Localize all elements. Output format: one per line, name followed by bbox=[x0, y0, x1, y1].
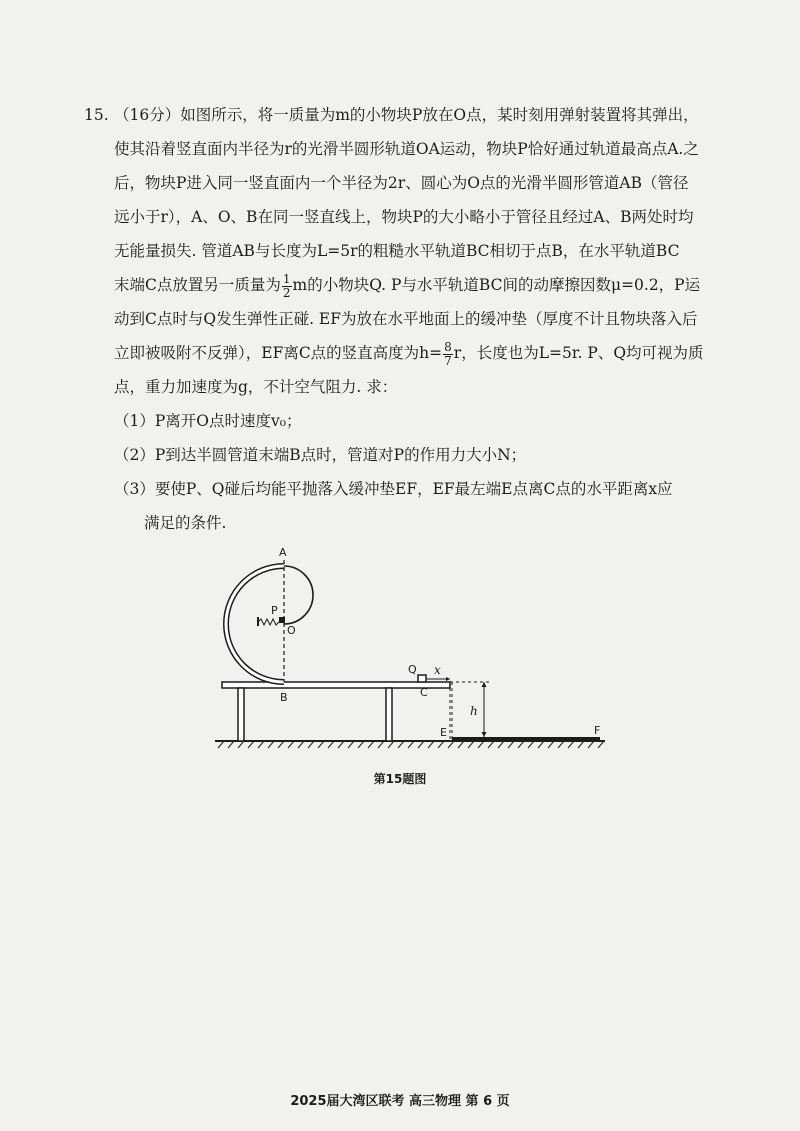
problem-line-9: 点，重力加速度为g，不计空气阻力. 求： bbox=[114, 378, 398, 396]
problem-number: 15. bbox=[84, 106, 109, 124]
label-e: E bbox=[440, 726, 447, 739]
label-h: h bbox=[470, 704, 478, 718]
spring-launcher bbox=[258, 617, 279, 626]
label-f: F bbox=[594, 724, 601, 737]
label-p: P bbox=[271, 604, 278, 617]
problem-line-6 bbox=[84, 268, 744, 302]
fraction-denominator: 2 bbox=[282, 285, 291, 300]
question-1: （1）P离开O点时速度v₀； bbox=[114, 412, 302, 430]
problem-line-7: 动到C点时与Q发生弹性正碰. EF为放在水平地面上的缓冲垫（厚度不计且物块落入后 bbox=[114, 310, 698, 328]
ground bbox=[215, 741, 605, 748]
label-q: Q bbox=[408, 663, 417, 676]
label-a: A bbox=[279, 546, 287, 559]
figure-15-diagram bbox=[200, 540, 620, 780]
fraction-denominator: 7 bbox=[444, 353, 452, 368]
problem-line-4: 远小于r），A、O、B在同一竖直线上，物块P的大小略小于管径且经过A、B两处时均 bbox=[114, 208, 694, 226]
problem-line-3: 后，物块P进入同一竖直面内一个半径为2r、圆心为O点的光滑半圆形管道AB（管径 bbox=[114, 174, 689, 192]
question-3: （3）要使P、Q碰后均能平抛落入缓冲垫EF，EF最左端E点离C点的水平距离x应 bbox=[114, 480, 673, 498]
label-c: C bbox=[420, 686, 428, 699]
problem-15 bbox=[84, 98, 744, 540]
label-o: O bbox=[287, 624, 296, 637]
problem-text-6b: m的小物块Q. P与水平轨道BC间的动摩擦因数μ=0.2，P运 bbox=[292, 276, 701, 294]
fraction-eight-sevenths bbox=[443, 341, 453, 368]
problem-text-8b: r，长度也为L=5r. P、Q均可视为质 bbox=[453, 344, 704, 362]
problem-points: （16分） bbox=[114, 106, 181, 124]
table-leg-right bbox=[386, 688, 392, 741]
problem-line-1 bbox=[84, 98, 744, 132]
label-b: B bbox=[280, 691, 288, 704]
page-footer: 2025届大湾区联考 高三物理 第 6 页 bbox=[290, 1094, 510, 1109]
question-2: （2）P到达半圆管道末端B点时，管道对P的作用力大小N； bbox=[114, 446, 527, 464]
cushion-ef bbox=[452, 737, 600, 741]
problem-text-6a: 末端C点放置另一质量为 bbox=[114, 276, 281, 294]
label-x: x bbox=[434, 663, 441, 677]
fraction-one-half bbox=[282, 273, 292, 300]
problem-line-5: 无能量损失. 管道AB与长度为L=5r的粗糙水平轨道BC相切于点B，在水平轨道BC bbox=[114, 242, 680, 260]
block-p bbox=[279, 617, 285, 623]
figure-caption: 第15题图 bbox=[373, 772, 427, 786]
fraction-numerator: 8 bbox=[444, 339, 452, 354]
fraction-numerator: 1 bbox=[282, 271, 291, 286]
problem-line-2: 使其沿着竖直面内半径为r的光滑半圆形轨道OA运动，物块P恰好通过轨道最高点A.之 bbox=[114, 140, 699, 158]
question-3-continued: 满足的条件. bbox=[144, 514, 227, 532]
problem-text-8a: 立即被吸附不反弹），EF离C点的竖直高度为h= bbox=[114, 344, 443, 362]
horizontal-track-bc bbox=[222, 682, 450, 688]
semicircular-track-oa bbox=[284, 566, 313, 624]
block-q bbox=[418, 675, 426, 682]
table-leg-left bbox=[238, 688, 244, 741]
problem-text-1: 如图所示，将一质量为m的小物块P放在O点，某时刻用弹射装置将其弹出， bbox=[180, 106, 699, 124]
problem-line-8 bbox=[84, 336, 744, 370]
